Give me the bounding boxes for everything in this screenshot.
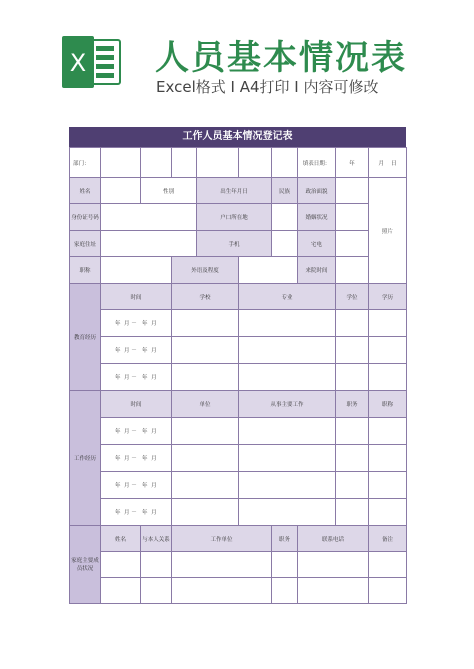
page-header bbox=[0, 0, 474, 110]
hukou-label: 户口所在地 bbox=[197, 204, 272, 231]
dept-value[interactable] bbox=[101, 148, 141, 178]
phone-label: 宅电 bbox=[298, 231, 336, 257]
page-title: 人员基本情况表 bbox=[155, 38, 407, 78]
phone-field[interactable] bbox=[336, 231, 369, 257]
marital-label: 婚姻状况 bbox=[298, 204, 336, 231]
mobile-field[interactable] bbox=[272, 231, 298, 257]
work-time-cell[interactable]: 年 月 － 年 月 bbox=[101, 418, 172, 445]
date-month-day[interactable]: 月 日 bbox=[369, 148, 407, 178]
work-time-cell[interactable]: 年 月 － 年 月 bbox=[101, 499, 172, 526]
id-label: 身份证号码 bbox=[70, 204, 101, 231]
family-header-unit: 工作单位 bbox=[172, 526, 272, 552]
work-header-duty: 从事主要工作 bbox=[239, 391, 336, 418]
work-header-time: 时间 bbox=[101, 391, 172, 418]
edu-header-school: 学校 bbox=[172, 284, 239, 310]
politics-field[interactable] bbox=[336, 178, 369, 204]
date-year-label[interactable]: 年 bbox=[336, 148, 369, 178]
form-title: 工作人员基本情况登记表 bbox=[69, 127, 406, 147]
edu-header-major: 专业 bbox=[239, 284, 336, 310]
work-section-label: 工作经历 bbox=[70, 391, 101, 526]
form-table bbox=[69, 147, 407, 604]
table-row bbox=[70, 337, 407, 364]
page-subtitle: Excel格式 I A4打印 I 内容可修改 bbox=[156, 78, 379, 96]
arrival-field[interactable] bbox=[336, 257, 369, 284]
arrival-label: 来院时间 bbox=[298, 257, 336, 284]
hukou-field[interactable] bbox=[272, 204, 298, 231]
table-row bbox=[70, 578, 407, 604]
education-section-label: 教育经历 bbox=[70, 284, 101, 391]
family-header-relation: 与本人关系 bbox=[141, 526, 172, 552]
work-header-unit: 单位 bbox=[172, 391, 239, 418]
work-time-cell[interactable]: 年 月 － 年 月 bbox=[101, 445, 172, 472]
edu-header-degree: 学位 bbox=[336, 284, 369, 310]
photo-box[interactable]: 照片 bbox=[369, 178, 407, 284]
edu-time-cell[interactable]: 年 月 － 年 月 bbox=[101, 337, 172, 364]
title-field[interactable] bbox=[101, 257, 172, 284]
mobile-label: 手机 bbox=[197, 231, 272, 257]
id-field[interactable] bbox=[101, 204, 197, 231]
date-label: 填表日期： bbox=[298, 148, 336, 178]
registration-form bbox=[69, 127, 406, 604]
language-field[interactable] bbox=[239, 257, 298, 284]
marital-field[interactable] bbox=[336, 204, 369, 231]
table-row bbox=[70, 364, 407, 391]
work-header-title: 职称 bbox=[369, 391, 407, 418]
dept-label: 部门： bbox=[70, 148, 101, 178]
edu-time-cell[interactable]: 年 月 － 年 月 bbox=[101, 364, 172, 391]
family-section-label: 家庭主要成员状况 bbox=[70, 526, 101, 604]
ethnicity-label: 民族 bbox=[272, 178, 298, 204]
politics-label: 政治面貌 bbox=[298, 178, 336, 204]
work-header-position: 职务 bbox=[336, 391, 369, 418]
logo-letter: X bbox=[69, 49, 87, 77]
table-row bbox=[70, 418, 407, 445]
table-row bbox=[70, 310, 407, 337]
family-header-phone: 联系电话 bbox=[298, 526, 369, 552]
table-row bbox=[70, 552, 407, 578]
gender-label: 性别 bbox=[141, 178, 197, 204]
family-header-position: 职务 bbox=[272, 526, 298, 552]
work-time-cell[interactable]: 年 月 － 年 月 bbox=[101, 472, 172, 499]
edu-header-time: 时间 bbox=[101, 284, 172, 310]
name-label: 姓名 bbox=[70, 178, 101, 204]
family-header-name: 姓名 bbox=[101, 526, 141, 552]
language-label: 外语及程度 bbox=[172, 257, 239, 284]
address-label: 家庭住址 bbox=[70, 231, 101, 257]
title-label: 职称 bbox=[70, 257, 101, 284]
address-field[interactable] bbox=[101, 231, 197, 257]
table-row bbox=[70, 472, 407, 499]
table-row bbox=[70, 445, 407, 472]
edu-time-cell[interactable]: 年 月 － 年 月 bbox=[101, 310, 172, 337]
family-header-remarks: 备注 bbox=[369, 526, 407, 552]
birth-label: 出生年月日 bbox=[197, 178, 272, 204]
edu-header-education: 学历 bbox=[369, 284, 407, 310]
excel-icon bbox=[60, 36, 122, 88]
table-row bbox=[70, 499, 407, 526]
name-field[interactable] bbox=[101, 178, 141, 204]
